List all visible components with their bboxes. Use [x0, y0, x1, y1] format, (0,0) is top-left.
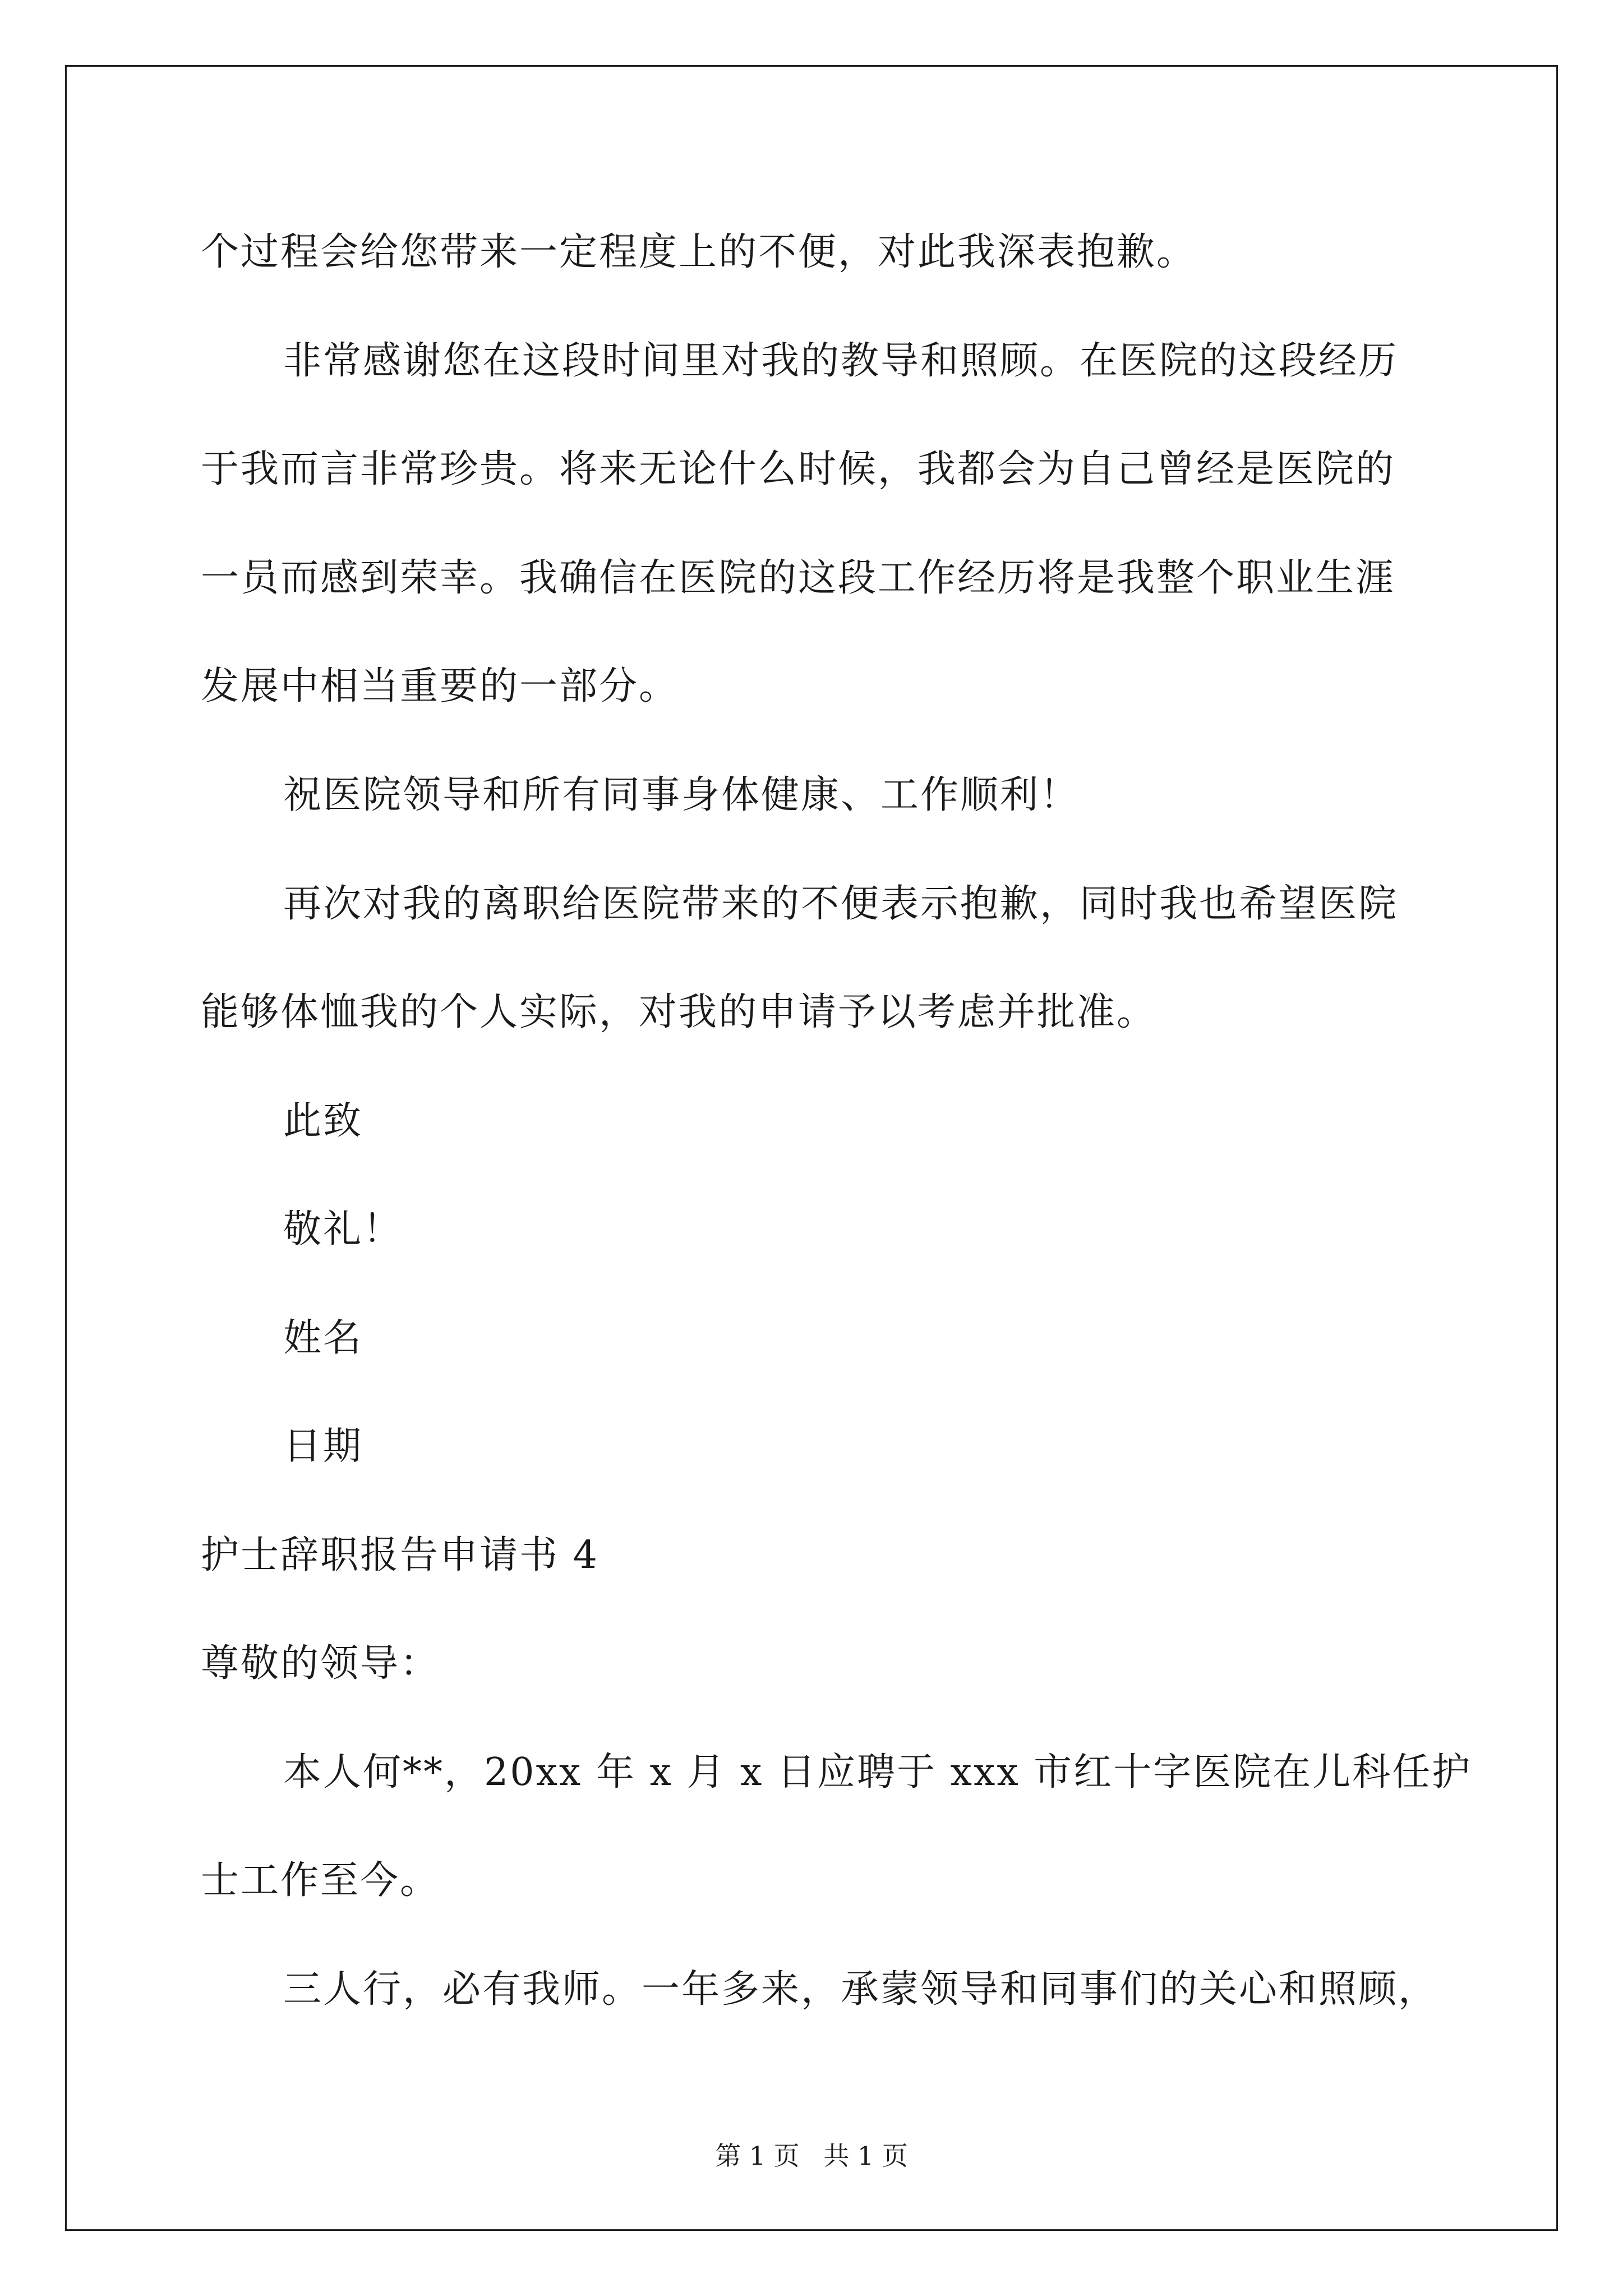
- body-line: 于我而言非常珍贵。将来无论什么时候，我都会为自己曾经是医院的: [201, 447, 1396, 491]
- body-line: 一员而感到荣幸。我确信在医院的这段工作经历将是我整个职业生涯: [201, 556, 1396, 600]
- page-total: 共 1 页: [823, 2141, 908, 2171]
- body-line: 发展中相当重要的一部分。: [201, 664, 679, 708]
- body-line: 非常感谢您在这段时间里对我的教导和照顾。在医院的这段经历: [283, 339, 1399, 383]
- body-line: 个过程会给您带来一定程度上的不便，对此我深表抱歉。: [201, 230, 1197, 274]
- body-line: 三人行，必有我师。一年多来，承蒙领导和同事们的关心和照顾，: [283, 1967, 1438, 2012]
- signature-name: 姓名: [283, 1316, 363, 1360]
- body-line: 再次对我的离职给医院带来的不便表示抱歉，同时我也希望医院: [283, 882, 1399, 926]
- body-line: 能够体恤我的个人实际，对我的申请予以考虑并批准。: [201, 990, 1157, 1034]
- closing-line: 敬礼！: [283, 1207, 403, 1251]
- body-line: 祝医院领导和所有同事身体健康、工作顺利！: [283, 773, 1080, 817]
- page-number: 第 1 页: [715, 2141, 800, 2171]
- body-line: 本人何**，20xx 年 x 月 x 日应聘于 xxx 市红十字医院在儿科任护: [283, 1750, 1472, 1795]
- signature-date: 日期: [283, 1424, 363, 1469]
- body-line: 士工作至今。: [201, 1858, 440, 1903]
- page-footer: [0, 2139, 1623, 2173]
- salutation: 尊敬的领导：: [201, 1641, 440, 1686]
- section-title: 护士辞职报告申请书 4: [201, 1533, 599, 1577]
- closing-line: 此致: [283, 1099, 363, 1143]
